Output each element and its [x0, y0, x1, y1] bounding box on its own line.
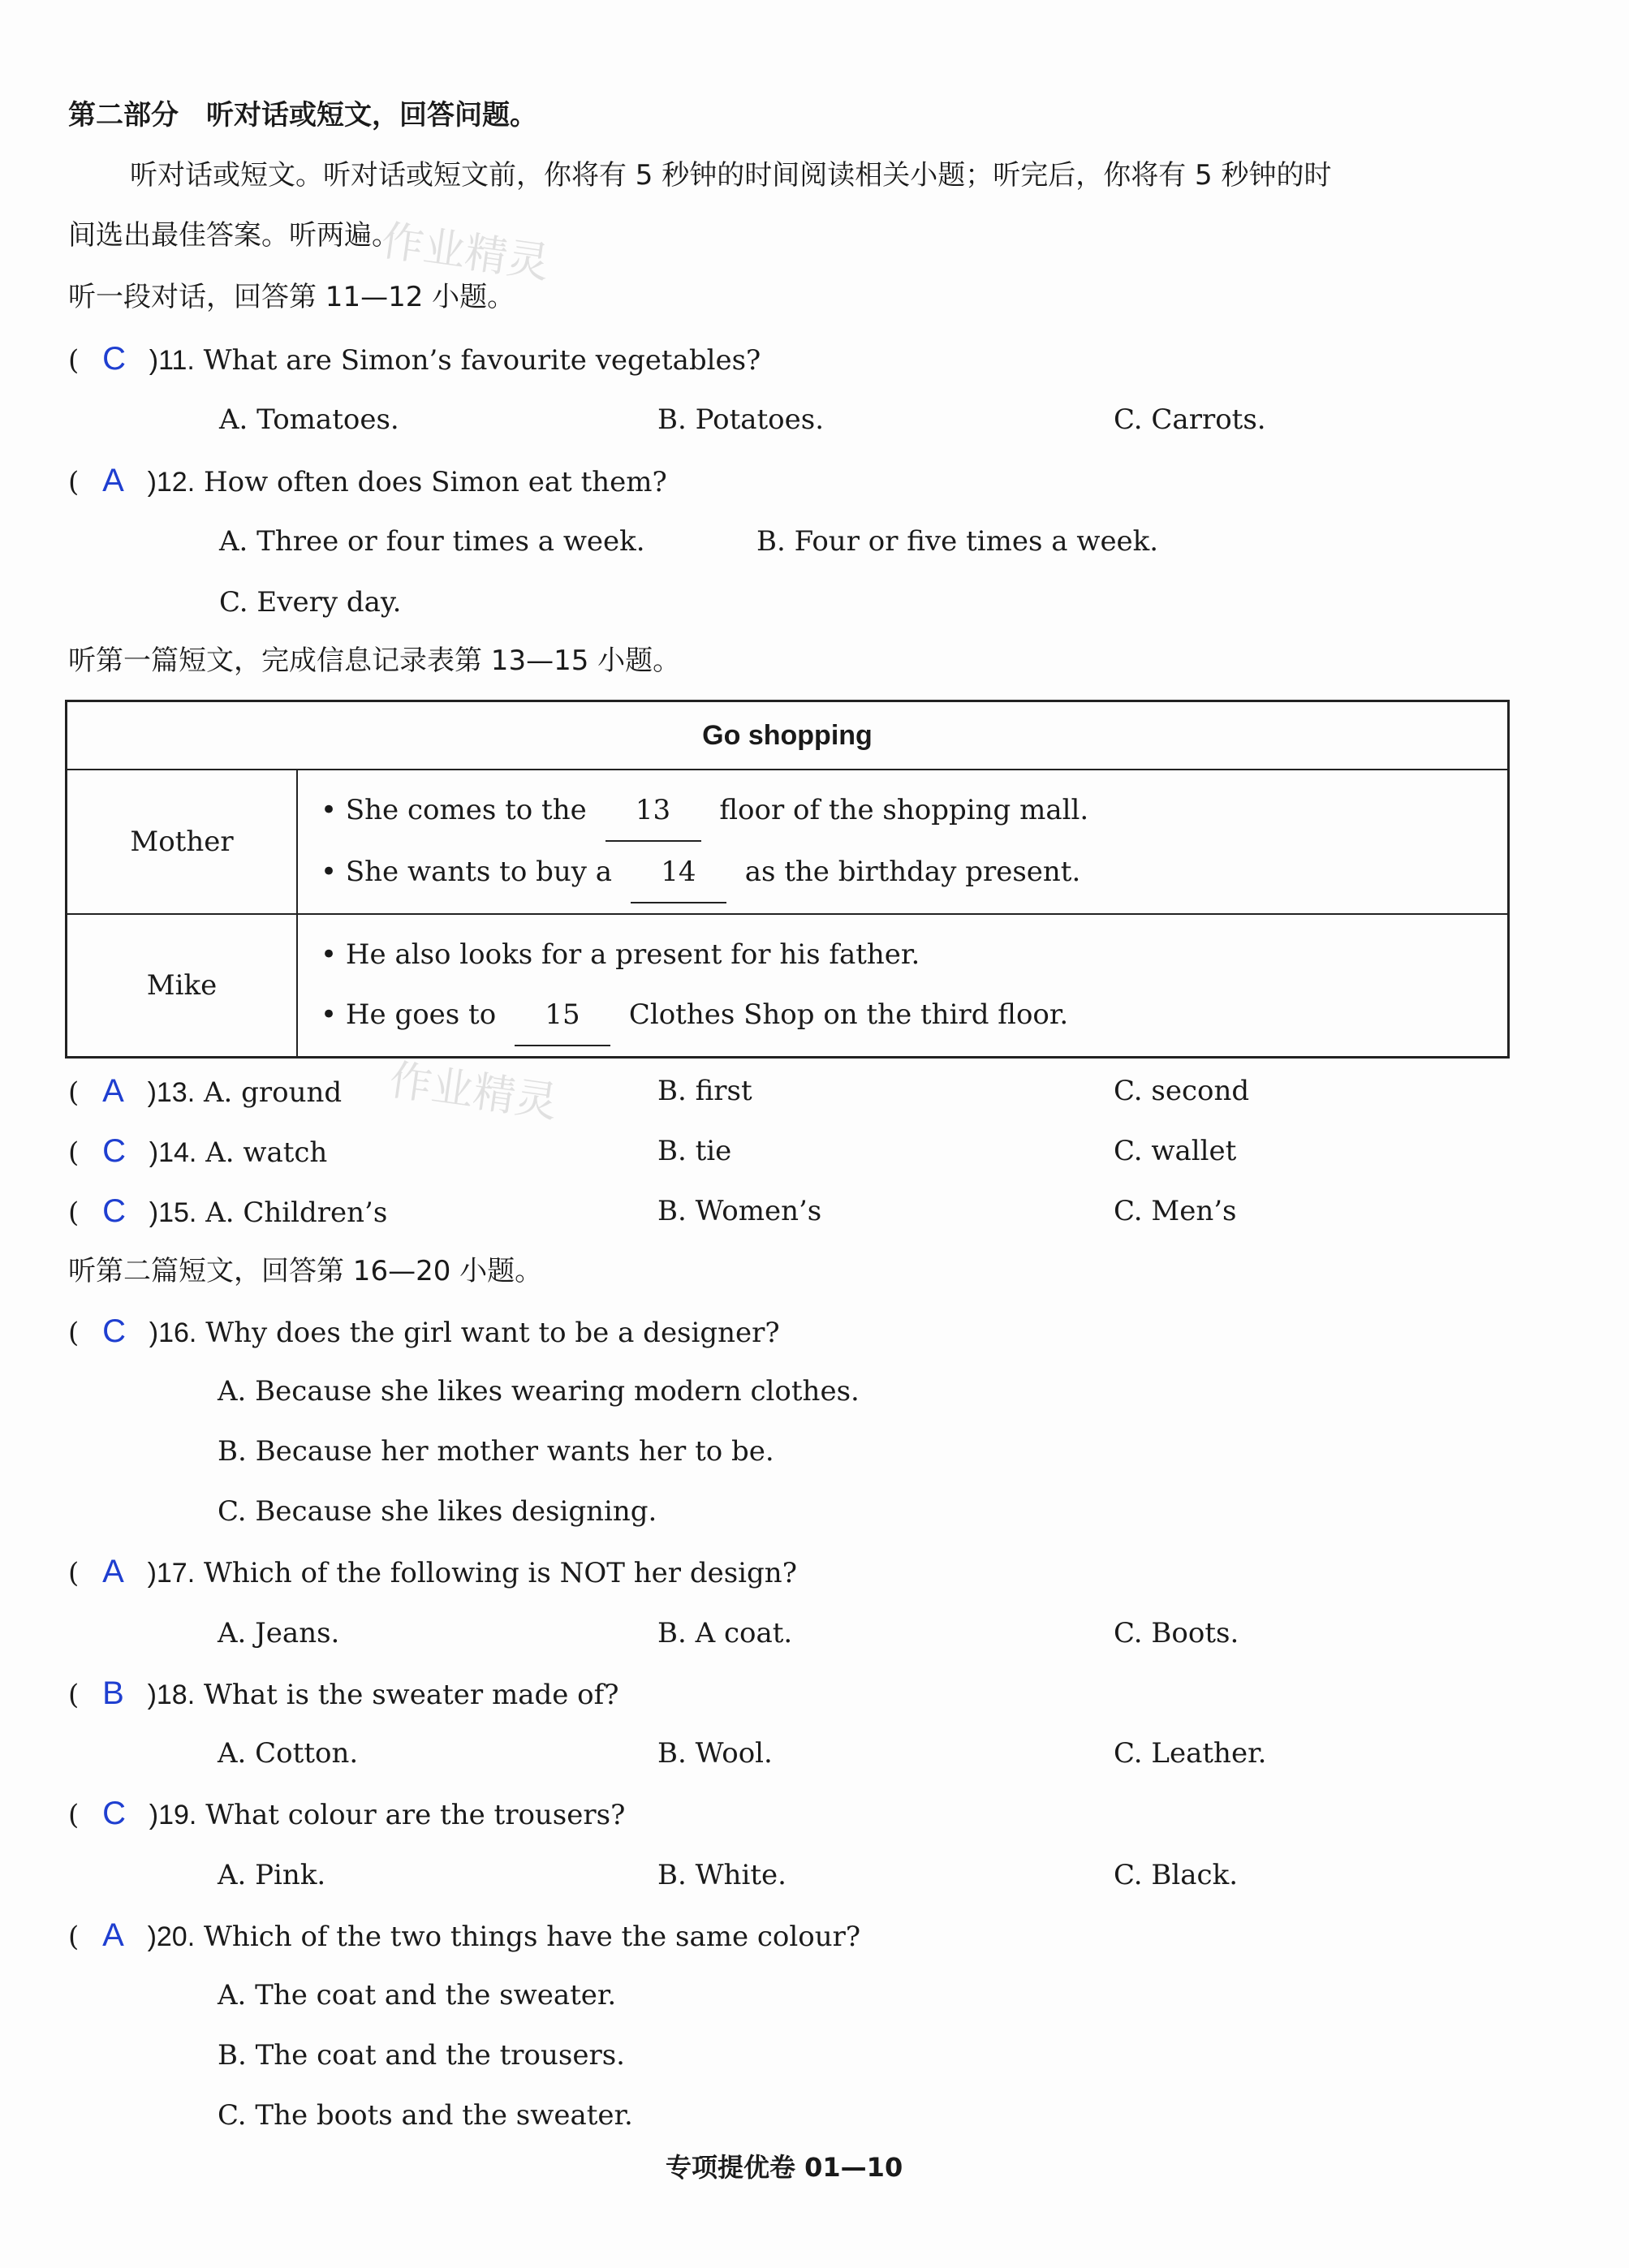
paren-open: (: [68, 1197, 80, 1229]
part3-intro: 听第二篇短文，回答第 16—20 小题。: [68, 1255, 543, 1287]
paren-open: (: [68, 344, 80, 377]
answer-20: A: [102, 1917, 124, 1953]
paren-open: (: [68, 466, 80, 498]
option-12-b: B. Four or five times a week.: [756, 525, 1159, 558]
option-19-a: A. Pink.: [218, 1859, 326, 1891]
line-text: floor of the shopping mall.: [719, 794, 1089, 826]
question-12: [68, 463, 667, 500]
option-18-b: B. Wool.: [657, 1737, 773, 1770]
row-content-mother: [297, 770, 1509, 914]
option-20-c: C. The boots and the sweater.: [218, 2099, 633, 2132]
option-17-b: B. A coat.: [657, 1617, 793, 1649]
question-text: How often does Simon eat them?: [203, 466, 667, 498]
paren-open: (: [68, 1317, 80, 1349]
mike-line-1: • He also looks for a present for his father.: [321, 938, 920, 971]
option-12-c: C. Every day.: [219, 586, 402, 619]
question-15: [68, 1193, 387, 1231]
watermark-top: 作业精灵: [378, 216, 553, 289]
question-number: )11.: [149, 345, 195, 376]
option-14-c: C. wallet: [1114, 1135, 1237, 1167]
paren-open: (: [68, 1799, 80, 1831]
line-text: Clothes Shop on the third floor.: [628, 998, 1069, 1031]
mother-line-1: [321, 780, 1507, 842]
option-18-a: A. Cotton.: [218, 1737, 359, 1770]
question-11: [68, 341, 761, 378]
option-20-a: A. The coat and the sweater.: [218, 1979, 617, 2011]
question-number: )20.: [147, 1921, 196, 1952]
option-16-b: B. Because her mother wants her to be.: [218, 1435, 774, 1468]
question-number: )16.: [149, 1317, 197, 1348]
question-number: )18.: [147, 1679, 196, 1710]
paren-open: (: [68, 1921, 80, 1953]
option-14-b: B. tie: [657, 1135, 732, 1167]
question-text: What colour are the trousers?: [205, 1799, 626, 1831]
question-text: Which of the following is NOT her design?: [203, 1557, 797, 1589]
option-20-b: B. The coat and the trousers.: [218, 2039, 625, 2072]
line-text: as the birthday present.: [744, 856, 1081, 888]
question-19: [68, 1796, 625, 1833]
answer-15: C: [102, 1193, 126, 1229]
info-record-table: [65, 700, 1510, 1059]
question-17: [68, 1554, 797, 1591]
question-text: What are Simon’s favourite vegetables?: [203, 344, 761, 377]
question-20: [68, 1917, 860, 1955]
option-14-a: A. watch: [205, 1136, 328, 1169]
mike-line-2: [321, 985, 1507, 1046]
row-label-mike: Mike: [67, 914, 298, 1058]
option-12-a: A. Three or four times a week.: [219, 525, 645, 558]
option-11-c: C. Carrots.: [1114, 403, 1266, 436]
answer-19: C: [102, 1796, 126, 1831]
option-19-b: B. White.: [657, 1859, 786, 1891]
question-14: [68, 1133, 327, 1171]
option-19-c: C. Black.: [1114, 1859, 1238, 1891]
paren-open: (: [68, 1136, 80, 1169]
row-label-mother: Mother: [67, 770, 298, 914]
option-13-a: A. ground: [203, 1076, 343, 1109]
watermark-middle: 作业精灵: [386, 1055, 561, 1128]
option-11-b: B. Potatoes.: [657, 403, 825, 436]
question-number: )15.: [149, 1197, 197, 1228]
question-number: )17.: [147, 1558, 196, 1589]
question-number: )13.: [147, 1077, 196, 1108]
paren-open: (: [68, 1076, 80, 1109]
question-16: [68, 1313, 780, 1351]
question-text: Which of the two things have the same colour?: [203, 1921, 861, 1953]
instruction-line-1: 听对话或短文。听对话或短文前，你将有 5 秒钟的时间阅读相关小题；听完后，你将有 5 秒钟的时: [130, 159, 1332, 192]
answer-16: C: [102, 1313, 126, 1349]
question-13: [68, 1073, 342, 1110]
option-18-c: C. Leather.: [1114, 1737, 1267, 1770]
option-16-a: A. Because she likes wearing modern clothes.: [218, 1375, 860, 1408]
question-text: Why does the girl want to be a designer?: [205, 1317, 780, 1349]
paren-open: (: [68, 1557, 80, 1589]
table-title: Go shopping: [67, 701, 1509, 770]
part2-intro: 听第一篇短文，完成信息记录表第 13—15 小题。: [68, 645, 681, 677]
option-16-c: C. Because she likes designing.: [218, 1495, 657, 1528]
answer-14: C: [102, 1133, 126, 1169]
question-18: [68, 1675, 618, 1713]
option-11-a: A. Tomatoes.: [219, 403, 399, 436]
option-15-a: A. Children’s: [205, 1197, 388, 1229]
page-footer: 专项提优卷 01—10: [666, 2152, 903, 2183]
answer-11: C: [102, 341, 126, 377]
answer-13: A: [102, 1073, 124, 1109]
option-13-c: C. second: [1114, 1075, 1250, 1107]
line-text: • She comes to the: [321, 794, 587, 826]
option-13-b: B. first: [657, 1075, 752, 1107]
row-content-mike: [297, 914, 1509, 1058]
question-number: )12.: [147, 467, 196, 498]
question-number: )19.: [149, 1800, 197, 1830]
option-17-c: C. Boots.: [1114, 1617, 1239, 1649]
blank-14: 14: [631, 842, 726, 903]
blank-13: 13: [605, 780, 701, 842]
answer-18: B: [102, 1675, 124, 1711]
answer-12: A: [102, 463, 124, 498]
mother-line-2: [321, 842, 1507, 903]
answer-17: A: [102, 1554, 124, 1589]
line-text: • He goes to: [321, 998, 497, 1031]
line-text: • She wants to buy a: [321, 856, 613, 888]
option-15-c: C. Men’s: [1114, 1195, 1237, 1227]
option-15-b: B. Women’s: [657, 1195, 822, 1227]
blank-15: 15: [515, 985, 610, 1046]
paren-open: (: [68, 1679, 80, 1711]
question-number: )14.: [149, 1137, 197, 1168]
instruction-line-2: 间选出最佳答案。听两遍。: [68, 219, 399, 252]
section-title: 第二部分 听对话或短文，回答问题。: [68, 99, 537, 132]
question-text: What is the sweater made of?: [203, 1679, 619, 1711]
part1-intro: 听一段对话，回答第 11—12 小题。: [68, 281, 515, 313]
option-17-a: A. Jeans.: [218, 1617, 340, 1649]
